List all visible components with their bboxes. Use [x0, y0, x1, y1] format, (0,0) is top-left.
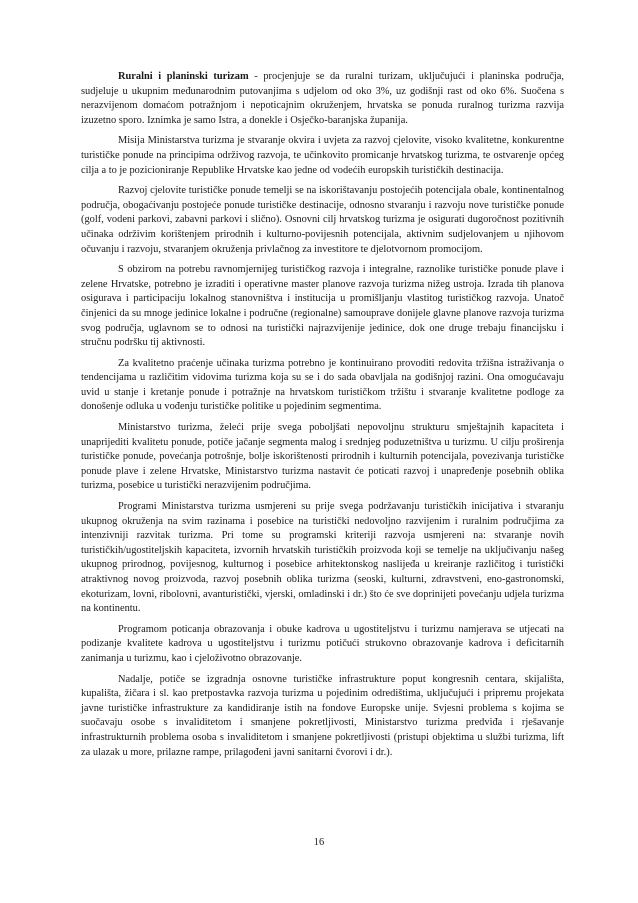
paragraph-rural-tourism	[81, 70, 564, 128]
paragraph-ministry-programs: Programi Ministarstva turizma usmjereni su prije svega podržavanju turističkih inicijativa i stvaranju ukupnog okruženja na svim razinama i posebice na turistički nedovoljno razvijenim i ruralnim područjima za intenzivniji razvitak turizma. Pri tome su programski kriteriji razvoja usmjereni na: stvaranje novih turističkih/ugostiteljskih kapaciteta, izvornih hrvatskih turističkih proizvoda koji se temelje na uključivanju našeg ukupnog prirodnog, povijesnog, kulturnog i posebice arhitektonskog naslijeđa u kreiranje različitog i turistički atraktivnog novog proizvoda, razvoj posebnih oblika turizma (seoski, kulturni, zdravstveni, eno-gastronomski, ekoturizam, lovni, ribolovni, avanturistički, vjerski, omladinski i dr.) što će sve doprinijeti povećanju udjela turizma na kontinentu.	[81, 501, 564, 615]
paragraph-market-research: Za kvalitetno praćenje učinaka turizma potrebno je kontinuirano provoditi redovita tržišna istraživanja o tendencijama u različitim vidovima turizma koja su se i do sada obavljala na godišnjoj razini. Ona omogućavaju uvid u stanje i kretanje ponude i potražnje na hrvatskom turističkom tržištu i stvaranje kvalitetne podloge za donošenje odluka u vođenju turističke politike u pojedinim segmentima.	[81, 357, 564, 413]
paragraph-education-program: Programom poticanja obrazovanja i obuke kadrova u ugostiteljstvu i turizmu namjerava se utjecati na podizanje kvalitete kadrova u ugostiteljstvu i turizmu potičući strukovno obrazovanje kadrova i deficitarnih zanimanja u turizmu, kao i cjeloživotno obrazovanje.	[81, 623, 564, 664]
page-number: 16	[313, 837, 325, 848]
paragraph-text: - procjenjuje se da ruralni turizam, uključujući i planinska područja, sudjeluje u ukupnim međunarodnim putovanjima s udjelom od oko 3%, uz godišnji rast od oko 6%. Suočena s nerazvijenom domaćom potražnjom i nepoticajnim okruženjem, hrvatska se ponuda ruralnog turizma razvija izuzetno sporo. Iznimka je samo Istra, a donekle i Osječko-baranjska županija.	[81, 71, 564, 126]
paragraph-infrastructure: Nadalje, potiče se izgradnja osnovne turističke infrastrukture poput kongresnih centara, skijališta, kupališta, žičara i sl. kao pretpostavka razvoja turizma u pojedinim odredištima, uključujući i pripremu projekata javne turističke infrastrukture za kandidiranje istih na fondove Europske unije. Svjesni problema s kojima se suočavaju osobe s invaliditetom i smanjene pokretljivosti, Ministarstvo turizma predviđa i rješavanje infrastrukturnih problema osoba s invaliditetom i smanjene pokretljivosti (pristupi objektima u službi turizma, lift za ulazak u more, prilazne rampe, prilagođeni javni sanitarni čvorovi i dr.).	[81, 673, 564, 758]
paragraph-tourism-offer-development: Razvoj cjelovite turističke ponude temelji se na iskorištavanju postojećih potencijala obale, kontinentalnog područja, obogaćivanju postojeće ponude turističke destinacije, odnosno stvaranju i razvoju nove turističke ponude (golf, vodeni parkovi, zabavni parkovi i slično). Osnovni cilj hrvatskog turizma je osigurati dugoročnost pozitivnih učinaka održivim korištenjem prirodnih i kulturno-povijesnih potencijala, aktivnim sudjelovanjem u njihovom očuvanju i razvoju, stvaranjem okruženja privlačnog za investitore te djelotvornom promocijom.	[81, 185, 564, 255]
paragraph-small-business: Ministarstvo turizma, želeći prije svega poboljšati nepovoljnu strukturu smještajnih kapaciteta i unaprijediti kvalitetu ponude, potiče jačanje segmenta malog i srednjeg poduzetništva u turizmu. U cilju proširenja turističke ponude, povećanja potrošnje, bolje iskorištenosti prirodnih i kulturnih potencijala, povezivanja turističke ponude plave i zelene Hrvatske, Ministarstvo turizma nastavit će poticati razvoj i unapređenje posebnih oblika turizma, posebice u turistički nerazvijenim područjima.	[81, 422, 564, 492]
paragraph-ministry-mission: Misija Ministarstva turizma je stvaranje okvira i uvjeta za razvoj cjelovite, visoko kvalitetne, konkurentne turističke ponude na principima održivog razvoja, te učinkovito promicanje hrvatskog turizma, te ostvarenje općeg cilja a to je pozicioniranje Republike Hrvatske kao jedne od vodećih europskih turističkih destinacija.	[81, 135, 564, 176]
paragraph-master-plans: S obzirom na potrebu ravnomjernijeg turističkog razvoja i integralne, raznolike turističke ponude plave i zelene Hrvatske, potrebno je izraditi i operativne master planove razvoja turizma nižeg ustroja. Izrada tih planova osigurava i participaciju lokalnog stanovništva i institucija u promišljanju vlastitog turističkog razvoja. Unatoč činjenici da su mnoge jedinice lokalne i područne (regionalne) samouprave donijele glavne planove razvoja turizma svog područja, uglavnom se to odnosi na turistički najrazvijenije jedinice, dok one druge trebaju financijsku i stručnu podršku tij aktivnosti.	[81, 264, 564, 349]
paragraph-lead-heading: Ruralni i planinski turizam	[118, 71, 249, 82]
